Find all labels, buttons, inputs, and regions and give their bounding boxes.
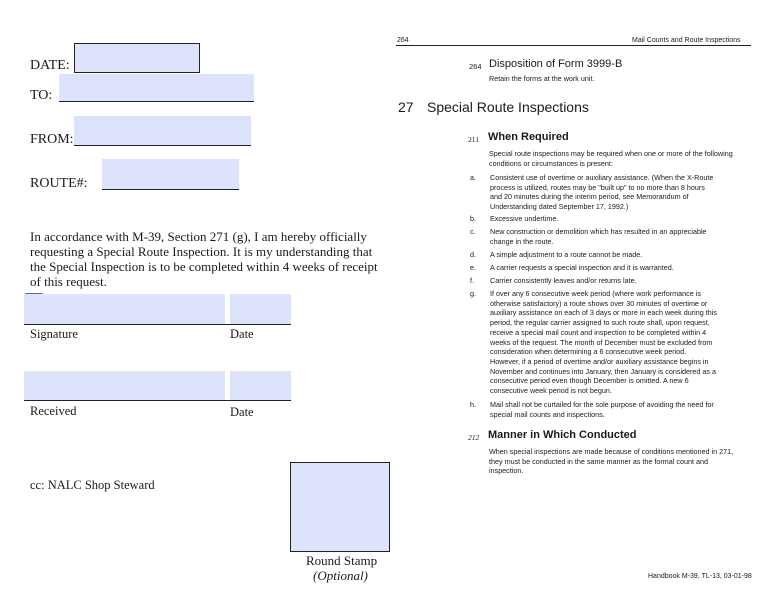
item-line: special mail counts and inspections.	[490, 409, 605, 419]
list-item	[490, 263, 760, 273]
section-212-num: 212	[468, 433, 480, 442]
item-line: If over any 6 consecutive week period (where work performance is	[490, 289, 701, 298]
item-line: receive a special mail count and inspection to be completed within 4	[490, 327, 707, 337]
list-item	[490, 276, 760, 286]
signature-date-field[interactable]	[230, 294, 291, 324]
item-letter: f.	[470, 276, 474, 285]
body-line: When special inspections are made because of conditions mentioned in 271,	[489, 447, 734, 456]
list-item	[490, 400, 760, 419]
item-line: and 20 minutes during the interim period, see Memorandum of	[490, 192, 689, 202]
stamp-optional: (Optional)	[313, 568, 368, 583]
item-line: otherwise satisfactory) a route shows over 30 minutes of overtime or	[490, 298, 708, 308]
signature-label: Signature	[30, 327, 78, 341]
request-line-4: of this request.	[30, 274, 107, 289]
item-letter: d.	[470, 250, 476, 259]
received-label: Received	[30, 404, 77, 418]
received-date-label: Date	[230, 405, 254, 419]
route-label: ROUTE#:	[30, 176, 88, 191]
section-211-intro	[489, 149, 764, 168]
item-line: A simple adjustment to a route cannot be made.	[490, 250, 643, 259]
item-line: Understanding dated September 17, 1992.)	[490, 202, 629, 212]
list-item	[490, 227, 760, 246]
item-letter: h.	[470, 400, 476, 409]
to-label: TO:	[30, 88, 53, 103]
item-line: auxiliary assistance on each of 3 days or more in each week during this	[490, 308, 717, 318]
from-label: FROM:	[30, 132, 74, 147]
received-date-field[interactable]	[230, 371, 291, 400]
body-line: they must be conducted in the same manner as the formal count and	[489, 456, 708, 466]
route-field[interactable]	[102, 159, 239, 190]
item-line: period, the regular carrier assigned to such route shall, upon request,	[490, 318, 710, 328]
signature-date-label: Date	[230, 327, 254, 341]
from-field[interactable]	[74, 116, 251, 146]
item-letter: c.	[470, 227, 476, 236]
item-line: A carrier requests a special inspection and it is warranted.	[490, 263, 674, 272]
item-letter: b.	[470, 214, 476, 223]
request-line-3: the Special Inspection is to be completed within 4 weeks of receipt	[30, 259, 378, 274]
header-rule	[396, 45, 751, 46]
running-head: Mail Counts and Route Inspections	[632, 37, 741, 44]
item-line: Carrier consistently leaves and/or returns late.	[490, 276, 637, 285]
section-211-num: 211	[468, 135, 479, 144]
page-number: 264	[397, 37, 409, 44]
item-line: Mail shall not be curtailed for the sole purpose of avoiding the need for	[490, 400, 714, 409]
list-item	[490, 214, 760, 224]
item-line: consecutive week period is not begun.	[490, 386, 612, 396]
item-line: Consistent use of overtime or auxiliary assistance. (When the X-Route	[490, 173, 714, 182]
item-line: consecutive period even though December is omitted. A new 6	[490, 376, 689, 386]
cc-text: cc: NALC Shop Steward	[30, 478, 155, 492]
chapter-title: Special Route Inspections	[427, 99, 589, 115]
page-footer: Handbook M-39, TL-13, 03-01-98	[648, 573, 752, 580]
date-field[interactable]	[74, 43, 200, 73]
item-line: Excessive undertime.	[490, 214, 559, 223]
intro-line-1: Special route inspections may be required when one or more of the following	[489, 149, 733, 158]
item-letter: e.	[470, 263, 476, 272]
item-letter: a.	[470, 173, 476, 182]
section-212-body	[489, 447, 764, 476]
to-field[interactable]	[59, 74, 254, 102]
list-item	[490, 173, 760, 212]
chapter-number: 27	[398, 99, 414, 115]
item-line: process is utilized, routes may be "built up" to no more than 8 hours	[490, 182, 705, 192]
item-line: New construction or demolition which has resulted in an appreciable	[490, 227, 707, 236]
signature-field[interactable]	[24, 294, 225, 324]
item-line: consideration when determining a 6 consecutive week period.	[490, 347, 687, 357]
list-item	[490, 289, 760, 396]
request-line-1: In accordance with M-39, Section 271 (g), I am hereby officially	[30, 229, 367, 244]
item-line: November and continues into January, then January is considered as a	[490, 366, 717, 376]
list-item	[490, 250, 760, 260]
received-line	[24, 400, 291, 401]
request-line-2: requesting a Special Route Inspection. It is my understanding that	[30, 244, 373, 259]
item-line: weeks of the request. The month of December must be excluded from	[490, 337, 713, 347]
received-field[interactable]	[24, 371, 225, 400]
signature-line	[24, 324, 291, 325]
item-line: change in the route.	[490, 236, 554, 246]
section-211-title: When Required	[488, 131, 569, 143]
item-letter: g.	[470, 289, 476, 298]
body-line: inspection.	[489, 466, 524, 476]
section-264-num: 264	[469, 62, 482, 71]
request-paragraph	[30, 229, 380, 289]
section-212-title: Manner in Which Conducted	[488, 429, 637, 441]
item-line: However, if a period of overtime and/or auxiliary assistance begins in	[490, 356, 709, 366]
section-264-title: Disposition of Form 3999-B	[489, 58, 623, 70]
intro-line-2: conditions or circumstances is present:	[489, 158, 613, 168]
stamp-box[interactable]	[290, 462, 390, 552]
section-264-text: Retain the forms at the work unit.	[489, 74, 595, 83]
date-label: DATE:	[30, 58, 70, 73]
stamp-label: Round Stamp	[306, 553, 378, 568]
